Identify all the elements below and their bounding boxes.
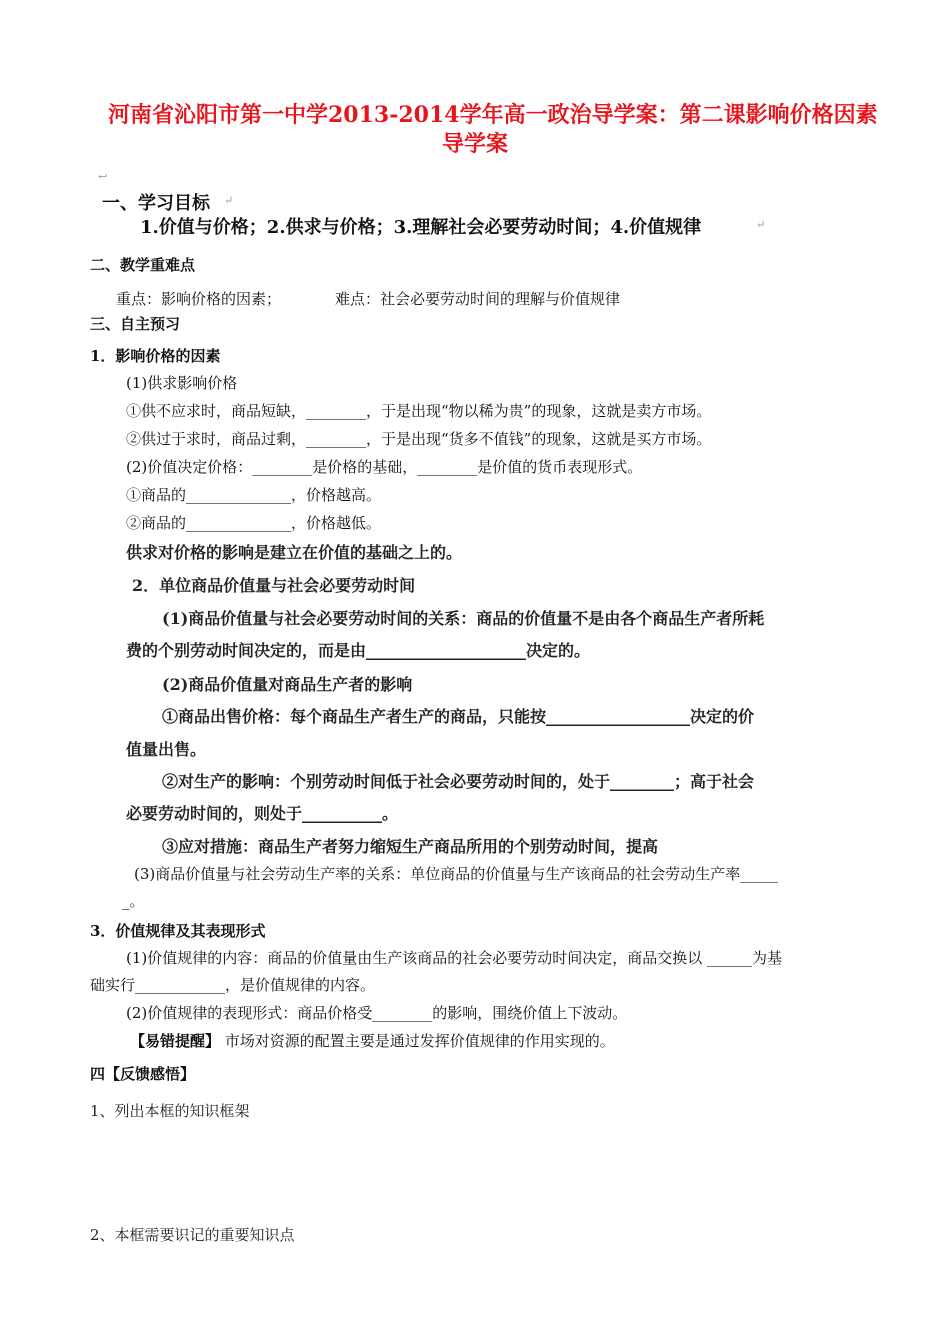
item1-sub2: (2)价值决定价格：________是价格的基础，________是价值的货币表现形式。 [126, 458, 643, 476]
item3-p2: (2)价值规律的表现形式：商品价格受________的影响，围绕价值上下波动。 [126, 1004, 628, 1022]
paragraph-mark: ↵ [756, 218, 766, 231]
page-title-line2: 导学案 [442, 131, 509, 157]
item2-p3a: ②对生产的影响：个别劳动时间低于社会必要劳动时间的，处于________；高于社会 [162, 772, 755, 791]
section3-heading: 三、自主预习 [90, 315, 181, 333]
item1-line5: 供求对价格的影响是建立在价值的基础之上的。 [126, 543, 463, 562]
item1-line3: ①商品的______________，价格越高。 [126, 486, 382, 504]
item3-heading: 3．价值规律及其表现形式 [90, 922, 266, 940]
item2-p5a: (3)商品价值量与社会劳动生产率的关系：单位商品的价值量与生产该商品的社会劳动生产率_____ [134, 865, 778, 883]
item2-p4: ③应对措施：商品生产者努力缩短生产商品所用的个别劳动时间，提高 [162, 837, 659, 856]
difficult-point: 难点：社会必要劳动时间的理解与价值规律 [335, 290, 621, 308]
key-point: 重点：影响价格的因素； [116, 290, 282, 308]
item2-p3b: 必要劳动时间的，则处于__________。 [126, 804, 399, 823]
item2-p1a: (1)商品价值量与社会必要劳动时间的关系：商品的价值量不是由各个商品生产者所耗 [162, 609, 765, 628]
feedback-q1: 1、列出本框的知识框架 [90, 1102, 250, 1120]
item2-p5b: _。 [122, 892, 145, 910]
item1-line2: ②供过于求时，商品过剩，________，于是出现“货多不值钱”的现象，这就是买方市场。 [126, 430, 712, 448]
learning-goals: 1.价值与价格；2.供求与价格；3.理解社会必要劳动时间；4.价值规律 [140, 217, 702, 238]
item2-p1b: 费的个别劳动时间决定的，而是由____________________决定的。 [126, 641, 591, 660]
item1-sub1: (1)供求影响价格 [126, 374, 238, 392]
paragraph-mark: ↩ [98, 170, 108, 183]
error-tip-label: 【易错提醒】 [130, 1032, 221, 1050]
item3-p1b: 础实行____________，是价值规律的内容。 [90, 976, 376, 994]
paragraph-mark: ↵ [224, 194, 234, 207]
item2-sub2: (2)商品价值量对商品生产者的影响 [162, 675, 413, 694]
item1-heading: 1．影响价格的因素 [90, 347, 221, 365]
page-title-line1: 河南省沁阳市第一中学2013-2014学年高一政治导学案：第二课影响价格因素 [108, 102, 878, 128]
item2-p2a: ①商品出售价格：每个商品生产者生产的商品，只能按__________________决定的价 [162, 707, 755, 726]
feedback-q2: 2、本框需要识记的重要知识点 [90, 1226, 295, 1244]
error-tip [130, 1030, 615, 1051]
item2-heading: 2．单位商品价值量与社会必要劳动时间 [132, 576, 416, 595]
error-tip-text: 市场对资源的配置主要是通过发挥价值规律的作用实现的。 [220, 1032, 615, 1050]
item1-line4: ②商品的______________，价格越低。 [126, 514, 382, 532]
section4-heading: 四【反馈感悟】 [90, 1065, 196, 1083]
item1-line1: ①供不应求时，商品短缺，________，于是出现“物以稀为贵”的现象，这就是卖方市场。 [126, 402, 712, 420]
section2-heading: 二、教学重难点 [90, 256, 196, 274]
item3-p1a: (1)价值规律的内容：商品的价值量由生产该商品的社会必要劳动时间决定，商品交换以 ______为基 [126, 949, 783, 967]
item2-p2b: 值量出售。 [126, 740, 207, 759]
section1-heading: 一、学习目标 [102, 193, 210, 214]
